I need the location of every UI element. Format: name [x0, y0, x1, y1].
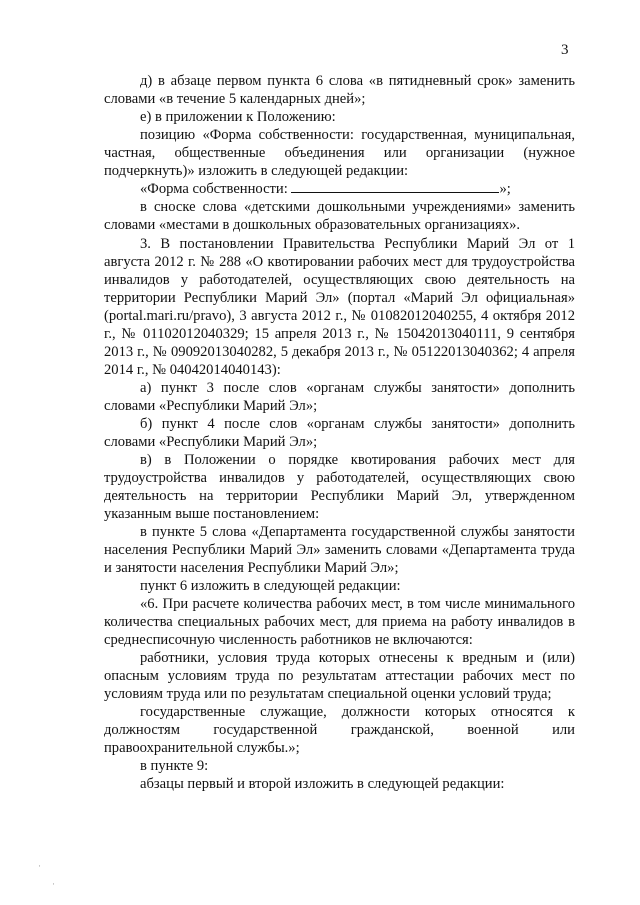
paragraph-footnote: в сноске слова «детскими дошкольными учреждениями» заменить словами «местами в дошкольных образовательных организациях». — [104, 199, 575, 233]
paragraph-point-5: в пункте 5 слова «Департамента государственной службы занятости населения Республики Марий Эл» заменить словами «Департамента труда и занятости населения Республики Марий Эл»; — [104, 524, 575, 576]
paragraph-form-position: позицию «Форма собственности: государственная, муниципальная, частная, общественные объединения или организации (нужное подчеркнуть)» изложить в следующей редакции: — [104, 127, 575, 179]
paragraph-quote-6: «6. При расчете количества рабочих мест, в том числе минимального количества специальных рабочих мест, для приема на работу инвалидов в среднесписочную численность работников не включаются: — [104, 596, 575, 648]
paragraph-workers: работники, условия труда которых отнесены к вредным и (или) опасным условиям труда по результатам аттестации рабочих мест по условиям труда или по результатам специальной оценки условий труда; — [104, 650, 575, 702]
paragraph-e: е) в приложении к Положению: — [140, 109, 336, 125]
form-ownership-label: «Форма собственности: — [140, 181, 292, 197]
paragraph-form-ownership — [104, 180, 575, 198]
paragraph-v: в) в Положении о порядке квотирования рабочих мест для трудоустройства инвалидов у работодателей, осуществляющих свою деятельность на территории Республики Марий Эл, утвержденном указанным выше постановлением: — [104, 452, 575, 522]
document-body — [104, 72, 575, 793]
form-ownership-end: »; — [499, 181, 511, 197]
paragraph-item-3: 3. В постановлении Правительства Республики Марий Эл от 1 августа 2012 г. № 288 «О квотировании рабочих мест для трудоустройства инвалидов у работодателей, осуществляющих свою деятельность на территории Республики Марий Эл» (портал «Марий Эл официальная» (portal.mari.ru/pravo), 3 августа 2012 г., № 01082012040255, 4 октября 2012 г., № 01102012040329; 15 апреля 2013 г., № 15042013040111, 9 сентября 2013 г., № 09092013040282, 5 декабря 2013 г., № 05122013040362; 4 апреля 2014 г., № 04042014040143): — [104, 236, 575, 378]
paragraph-d: д) в абзаце первом пункта 6 слова «в пятидневный срок» заменить словами «в течение 5 календарных дней»; — [104, 73, 575, 107]
paragraph-b: б) пункт 4 после слов «органам службы занятости» дополнить словами «Республики Марий Эл»; — [104, 416, 575, 450]
paragraph-abzats: абзацы первый и второй изложить в следующей редакции: — [140, 776, 505, 792]
page-number: 3 — [561, 42, 569, 58]
paragraph-a: а) пункт 3 после слов «органам службы занятости» дополнить словами «Республики Марий Эл»; — [104, 380, 575, 414]
paragraph-point-6: пункт 6 изложить в следующей редакции: — [140, 578, 401, 594]
paragraph-civil-servants: государственные служащие, должности которых относятся к должностям государственной гражданской, военной или правоохранительной службы.»; — [104, 704, 575, 756]
scan-speck: · — [52, 879, 55, 889]
blank-line — [291, 180, 499, 193]
paragraph-point-9: в пункте 9: — [140, 758, 209, 774]
scan-speck: · — [38, 861, 41, 871]
